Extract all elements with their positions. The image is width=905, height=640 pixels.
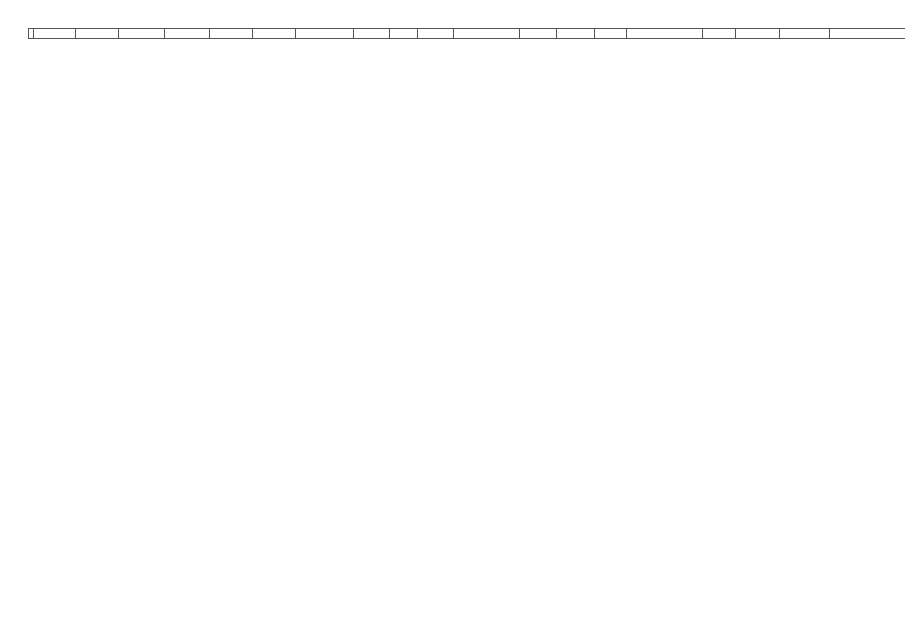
total-count bbox=[119, 29, 165, 39]
total-containers bbox=[557, 29, 595, 39]
total-label bbox=[34, 29, 76, 39]
register-table bbox=[28, 28, 905, 39]
total-row bbox=[29, 29, 905, 39]
total-extra bbox=[595, 29, 627, 39]
total-section bbox=[29, 29, 905, 39]
